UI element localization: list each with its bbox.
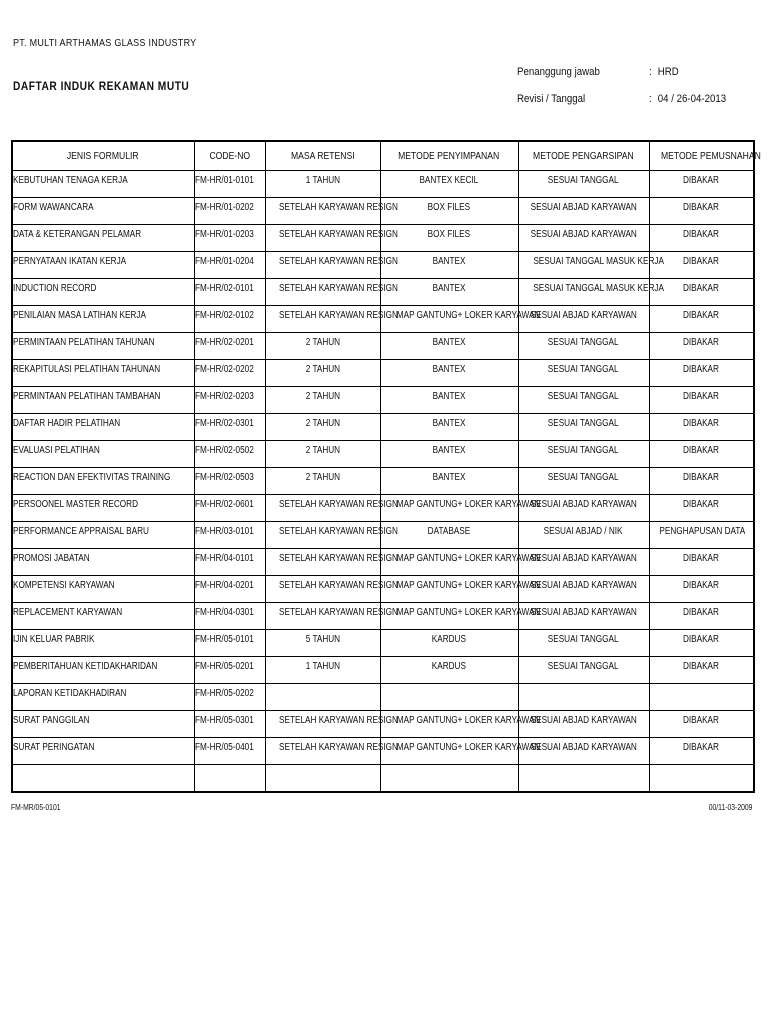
responsible-value: HRD xyxy=(657,66,679,78)
table-cell: SESUAI ABJAD KARYAWAN xyxy=(518,711,649,738)
table-cell: FM-HR/01-0101 xyxy=(194,171,265,198)
table-cell: SESUAI ABJAD / NIK xyxy=(518,522,649,549)
table-cell: DIBAKAR xyxy=(649,657,754,684)
table-row xyxy=(12,252,754,279)
table-cell: SESUAI ABJAD KARYAWAN xyxy=(518,549,649,576)
table-cell: 5 TAHUN xyxy=(265,630,380,657)
table-cell: DIBAKAR xyxy=(649,225,754,252)
table-cell: PROMOSI JABATAN xyxy=(12,549,194,576)
revision-colon: : xyxy=(649,93,652,105)
table-cell xyxy=(265,684,380,711)
table-cell: DIBAKAR xyxy=(649,360,754,387)
table-cell: FM-HR/02-0202 xyxy=(194,360,265,387)
table-row xyxy=(12,711,754,738)
table-cell: SESUAI ABJAD KARYAWAN xyxy=(518,225,649,252)
records-table xyxy=(11,140,761,793)
column-header: JENIS FORMULIR xyxy=(12,141,194,171)
table-cell: PENILAIAN MASA LATIHAN KERJA xyxy=(12,306,194,333)
table-cell: DIBAKAR xyxy=(649,252,754,279)
table-cell: MAP GANTUNG+ LOKER KARYAWAN xyxy=(380,603,518,630)
table-cell: DATA & KETERANGAN PELAMAR xyxy=(12,225,194,252)
table-cell: SESUAI TANGGAL xyxy=(518,171,649,198)
table-cell: KARDUS xyxy=(380,657,518,684)
table-cell xyxy=(265,765,380,793)
table-cell: FM-HR/02-0203 xyxy=(194,387,265,414)
table-cell: SETELAH KARYAWAN RESIGN xyxy=(265,198,380,225)
table-cell: FM-HR/01-0203 xyxy=(194,225,265,252)
table-cell: SETELAH KARYAWAN RESIGN xyxy=(265,549,380,576)
table-row xyxy=(12,603,754,630)
table-cell: MAP GANTUNG+ LOKER KARYAWAN xyxy=(380,495,518,522)
table-cell: SESUAI ABJAD KARYAWAN xyxy=(518,306,649,333)
table-cell: EVALUASI PELATIHAN xyxy=(12,441,194,468)
table-cell: 1 TAHUN xyxy=(265,171,380,198)
table-cell: DIBAKAR xyxy=(649,468,754,495)
table-cell xyxy=(12,765,194,793)
table-row xyxy=(12,306,754,333)
table-cell: KARDUS xyxy=(380,630,518,657)
table-cell: SESUAI ABJAD KARYAWAN xyxy=(518,198,649,225)
table-cell: PERNYATAAN IKATAN KERJA xyxy=(12,252,194,279)
table-row xyxy=(12,225,754,252)
table-cell: DATABASE xyxy=(380,522,518,549)
table-cell: FM-HR/04-0101 xyxy=(194,549,265,576)
table-cell: DIBAKAR xyxy=(649,576,754,603)
table-cell: DIBAKAR xyxy=(649,603,754,630)
table-cell: PERMINTAAN PELATIHAN TAMBAHAN xyxy=(12,387,194,414)
table-cell: SETELAH KARYAWAN RESIGN xyxy=(265,306,380,333)
table-cell: BANTEX xyxy=(380,279,518,306)
table-cell: DAFTAR HADIR PELATIHAN xyxy=(12,414,194,441)
table-cell: SESUAI TANGGAL MASUK KERJA xyxy=(518,279,649,306)
table-cell: SETELAH KARYAWAN RESIGN xyxy=(265,225,380,252)
table-cell: INDUCTION RECORD xyxy=(12,279,194,306)
table-row xyxy=(12,387,754,414)
table-cell: 2 TAHUN xyxy=(265,441,380,468)
table-cell: PEMBERITAHUAN KETIDAKHARIDAN xyxy=(12,657,194,684)
table-cell: SESUAI ABJAD KARYAWAN xyxy=(518,603,649,630)
table-cell: MAP GANTUNG+ LOKER KARYAWAN xyxy=(380,711,518,738)
table-cell: BANTEX xyxy=(380,387,518,414)
table-cell: SETELAH KARYAWAN RESIGN xyxy=(265,711,380,738)
table-cell: FM-HR/01-0204 xyxy=(194,252,265,279)
table-cell: FM-HR/02-0301 xyxy=(194,414,265,441)
column-header: METODE PENYIMPANAN xyxy=(380,141,518,171)
table-cell: SETELAH KARYAWAN RESIGN xyxy=(265,279,380,306)
table-cell: BANTEX xyxy=(380,414,518,441)
table-header-row xyxy=(12,141,754,171)
table-cell: BANTEX KECIL xyxy=(380,171,518,198)
table-cell: REPLACEMENT KARYAWAN xyxy=(12,603,194,630)
table-cell: SESUAI TANGGAL xyxy=(518,414,649,441)
table-body xyxy=(12,171,754,793)
table-cell: DIBAKAR xyxy=(649,495,754,522)
table-cell: FM-HR/05-0401 xyxy=(194,738,265,765)
table-cell xyxy=(649,765,754,793)
table-cell: BOX FILES xyxy=(380,198,518,225)
table-cell: BANTEX xyxy=(380,441,518,468)
table-cell: BANTEX xyxy=(380,333,518,360)
table-cell: MAP GANTUNG+ LOKER KARYAWAN xyxy=(380,576,518,603)
table-cell xyxy=(649,684,754,711)
table-row xyxy=(12,576,754,603)
table-cell: MAP GANTUNG+ LOKER KARYAWAN xyxy=(380,306,518,333)
table-cell: SESUAI TANGGAL xyxy=(518,387,649,414)
table-row xyxy=(12,441,754,468)
table-cell: SESUAI TANGGAL xyxy=(518,333,649,360)
table-cell: DIBAKAR xyxy=(649,711,754,738)
table-cell: FM-HR/04-0301 xyxy=(194,603,265,630)
table-cell: DIBAKAR xyxy=(649,333,754,360)
table-cell: SESUAI ABJAD KARYAWAN xyxy=(518,576,649,603)
table-cell: 2 TAHUN xyxy=(265,414,380,441)
table-cell: SESUAI ABJAD KARYAWAN xyxy=(518,495,649,522)
table-cell: 2 TAHUN xyxy=(265,360,380,387)
table-cell: 1 TAHUN xyxy=(265,657,380,684)
table-row xyxy=(12,522,754,549)
table-cell: KEBUTUHAN TENAGA KERJA xyxy=(12,171,194,198)
table-row xyxy=(12,738,754,765)
table-cell: SESUAI TANGGAL xyxy=(518,360,649,387)
revision-value: 04 / 26-04-2013 xyxy=(657,93,727,105)
table-cell: REKAPITULASI PELATIHAN TAHUNAN xyxy=(12,360,194,387)
table-cell: SETELAH KARYAWAN RESIGN xyxy=(265,522,380,549)
table-cell: SETELAH KARYAWAN RESIGN xyxy=(265,576,380,603)
table-cell: DIBAKAR xyxy=(649,549,754,576)
table-cell: SETELAH KARYAWAN RESIGN xyxy=(265,252,380,279)
table-cell: FM-HR/03-0101 xyxy=(194,522,265,549)
table-cell: BANTEX xyxy=(380,468,518,495)
table-cell: FM-HR/02-0101 xyxy=(194,279,265,306)
table-row xyxy=(12,468,754,495)
table-row xyxy=(12,360,754,387)
table-cell: FM-HR/02-0102 xyxy=(194,306,265,333)
table-cell xyxy=(518,684,649,711)
table-cell: DIBAKAR xyxy=(649,198,754,225)
table-cell: DIBAKAR xyxy=(649,306,754,333)
table-cell: SESUAI TANGGAL xyxy=(518,630,649,657)
table-cell: SESUAI TANGGAL MASUK KERJA xyxy=(518,252,649,279)
table-cell: DIBAKAR xyxy=(649,738,754,765)
table-row xyxy=(12,765,754,793)
table-cell: FM-HR/05-0201 xyxy=(194,657,265,684)
table-cell: SESUAI TANGGAL xyxy=(518,468,649,495)
table-cell: SETELAH KARYAWAN RESIGN xyxy=(265,738,380,765)
table-cell: PERFORMANCE APPRAISAL BARU xyxy=(12,522,194,549)
table-cell: FM-HR/04-0201 xyxy=(194,576,265,603)
table-cell: DIBAKAR xyxy=(649,630,754,657)
responsible-label: Penanggung jawab xyxy=(517,66,600,78)
table-cell xyxy=(380,765,518,793)
table-cell: IJIN KELUAR PABRIK xyxy=(12,630,194,657)
table-cell: DIBAKAR xyxy=(649,387,754,414)
table-row xyxy=(12,684,754,711)
column-header: MASA RETENSI xyxy=(265,141,380,171)
table-cell xyxy=(380,684,518,711)
table-cell: FORM WAWANCARA xyxy=(12,198,194,225)
table-cell: KOMPETENSI KARYAWAN xyxy=(12,576,194,603)
table-cell: FM-HR/01-0202 xyxy=(194,198,265,225)
table-cell: SESUAI TANGGAL xyxy=(518,441,649,468)
table-cell: BANTEX xyxy=(380,360,518,387)
table-row xyxy=(12,657,754,684)
table-cell: SESUAI TANGGAL xyxy=(518,657,649,684)
company-name: PT. MULTI ARTHAMAS GLASS INDUSTRY xyxy=(13,38,197,49)
responsible-colon: : xyxy=(649,66,652,78)
table-cell xyxy=(518,765,649,793)
table-cell: SETELAH KARYAWAN RESIGN xyxy=(265,603,380,630)
table-cell: DIBAKAR xyxy=(649,441,754,468)
table-cell: SETELAH KARYAWAN RESIGN xyxy=(265,495,380,522)
table-row xyxy=(12,333,754,360)
table-cell: BANTEX xyxy=(380,252,518,279)
document-title: DAFTAR INDUK REKAMAN MUTU xyxy=(13,79,190,93)
table-cell: FM-HR/02-0201 xyxy=(194,333,265,360)
table-row xyxy=(12,414,754,441)
table-row xyxy=(12,630,754,657)
table-cell: PENGHAPUSAN DATA xyxy=(649,522,754,549)
table-cell: 2 TAHUN xyxy=(265,333,380,360)
form-revision: 00/11-03-2009 xyxy=(708,803,752,812)
table-cell: MAP GANTUNG+ LOKER KARYAWAN xyxy=(380,549,518,576)
table-row xyxy=(12,198,754,225)
table-cell: PERMINTAAN PELATIHAN TAHUNAN xyxy=(12,333,194,360)
form-code: FM-MR/05-0101 xyxy=(11,803,61,812)
table-cell: PERSOONEL MASTER RECORD xyxy=(12,495,194,522)
table-cell: SURAT PERINGATAN xyxy=(12,738,194,765)
column-header: METODE PENGARSIPAN xyxy=(518,141,649,171)
table-cell: MAP GANTUNG+ LOKER KARYAWAN xyxy=(380,738,518,765)
table-cell: BOX FILES xyxy=(380,225,518,252)
table-row xyxy=(12,171,754,198)
table-cell: DIBAKAR xyxy=(649,279,754,306)
table-cell: FM-HR/02-0502 xyxy=(194,441,265,468)
table-cell: DIBAKAR xyxy=(649,171,754,198)
table-row xyxy=(12,549,754,576)
table-cell xyxy=(194,765,265,793)
table-cell: 2 TAHUN xyxy=(265,387,380,414)
table-row xyxy=(12,495,754,522)
table-cell: LAPORAN KETIDAKHADIRAN xyxy=(12,684,194,711)
table-cell: FM-HR/05-0202 xyxy=(194,684,265,711)
table-cell: SESUAI ABJAD KARYAWAN xyxy=(518,738,649,765)
revision-label: Revisi / Tanggal xyxy=(517,93,586,105)
table-cell: FM-HR/05-0301 xyxy=(194,711,265,738)
table-cell: FM-HR/05-0101 xyxy=(194,630,265,657)
table-cell: FM-HR/02-0601 xyxy=(194,495,265,522)
table-row xyxy=(12,279,754,306)
table-cell: REACTION DAN EFEKTIVITAS TRAINING xyxy=(12,468,194,495)
table-cell: DIBAKAR xyxy=(649,414,754,441)
table-cell: 2 TAHUN xyxy=(265,468,380,495)
table-cell: FM-HR/02-0503 xyxy=(194,468,265,495)
column-header: CODE-NO xyxy=(194,141,265,171)
table-cell: SURAT PANGGILAN xyxy=(12,711,194,738)
column-header: METODE PEMUSNAHAN xyxy=(649,141,754,171)
